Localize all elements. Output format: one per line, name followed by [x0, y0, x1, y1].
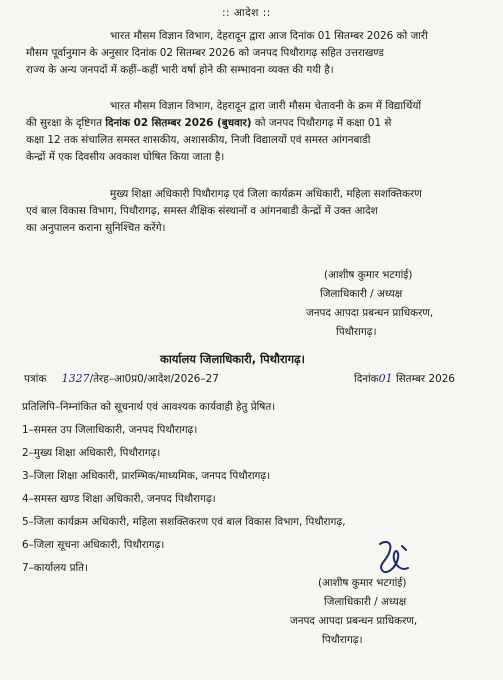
- list-item: 6–जिला सूचना अधिकारी, पिथौरागढ़।: [22, 539, 165, 551]
- text-segment: को जनपद पिथौरागढ़ में कक्षा 01 से: [251, 117, 392, 129]
- text-line: का अनुपालन कराना सुनिश्चित करेंगे।: [26, 222, 166, 234]
- list-item: 5–जिला कार्यक्रम अधिकारी, महिला सशक्तिकरण एवं बाल विकास विभाग, पिथौरागढ़,: [22, 516, 346, 528]
- text-line: भारत मौसम विज्ञान विभाग, देहरादून द्वारा जारी मौसम चेतावनी के क्रम में विद्यार्थियों: [110, 100, 422, 112]
- list-item: 4–समस्त खण्ड शिक्षा अधिकारी, जनपद पिथौरागढ़।: [22, 493, 216, 505]
- text-line: एवं बाल विकास विभाग, पिथौरागढ़, समस्त शैक्षिक संस्थानों व आंगनबाडी केन्द्रों में उक्त आदेश: [26, 205, 378, 217]
- reference-number: [24, 372, 219, 386]
- date-label: दिनांक: [354, 373, 379, 385]
- text-line: कक्षा 12 तक संचालित समस्त शासकीय, अशासकीय, निजी विद्यालयों एवं समस्त आंगनबाडी: [26, 134, 371, 146]
- paragraph-compliance: [26, 186, 482, 237]
- signatory-place: पिथौरागढ़।: [322, 634, 363, 646]
- signatory-place: पिथौरागढ़।: [336, 326, 377, 338]
- date-month-year: सितम्बर 2026: [395, 373, 455, 385]
- handwritten-day: 01: [378, 372, 393, 385]
- reference-code: /तेरह–आ0प्र0/आदेश/2026–27: [89, 373, 219, 385]
- holiday-date: दिनांक 02 सितम्बर 2026 (बुधवार): [105, 117, 252, 129]
- reference-label: पत्रांक: [24, 373, 47, 385]
- signatory-designation: जिलाधिकारी / अध्यक्ष: [324, 596, 407, 608]
- signatory-authority: जनपद आपदा प्रबन्धन प्राधिकरण,: [290, 615, 418, 627]
- signature-stroke: [380, 542, 408, 572]
- text-line: मुख्य शिक्षा अधिकारी पिथौरागढ़ एवं जिला कार्यक्रम अधिकारी, महिला सशक्तिकरण: [110, 188, 422, 200]
- signatory-name: (आशीष कुमार भटगांई): [318, 577, 407, 589]
- list-item: 1–समस्त उप जिलाधिकारी, जनपद पिथौरागढ़।: [22, 424, 198, 436]
- handwritten-number: 1327: [61, 372, 90, 385]
- list-item: 7–कार्यालय प्रति।: [22, 562, 89, 574]
- text-line: केन्द्रों में एक दिवसीय अवकाश घोषित किया जाता है।: [26, 151, 225, 163]
- text-line: मौसम पूर्वानुमान के अनुसार दिनांक 02 सितम्बर 2026 को जनपद पिथौरागढ़ सहित उत्तराखण्ड: [26, 47, 384, 59]
- paragraph-weather-forecast: [26, 28, 482, 79]
- text-segment: की सुरक्षा के दृष्टिगत: [26, 117, 106, 129]
- signatory-name: (आशीष कुमार भटगांई): [324, 269, 413, 281]
- list-item: 3–जिला शिक्षा अधिकारी, प्रारम्भिक/माध्यमिक, जनपद पिथौरागढ़।: [22, 470, 271, 482]
- list-item: 2–मुख्य शिक्षा अधिकारी, पिथौरागढ़।: [22, 447, 161, 459]
- copy-heading: प्रतिलिपि–निम्नांकित को सूचनार्थ एवं आवश्यक कार्यवाही हेतु प्रेषित।: [22, 401, 276, 413]
- signature-block-1: [306, 266, 433, 342]
- office-heading: कार्यालय जिलाधिकारी, पिथौरागढ़।: [160, 352, 305, 366]
- signatory-designation: जिलाधिकारी / अध्यक्ष: [320, 288, 403, 300]
- signatory-authority: जनपद आपदा प्रबन्धन प्राधिकरण,: [306, 307, 434, 319]
- copy-list: [22, 396, 346, 580]
- paragraph-holiday-order: [26, 98, 482, 166]
- text-line: भारत मौसम विज्ञान विभाग, देहरादून द्वारा आज दिनांक 01 सितम्बर 2026 को जारी: [110, 30, 428, 42]
- text-line: [26, 115, 482, 132]
- reference-date: [354, 372, 455, 386]
- text-line: राज्य के अन्य जनपदों में कहीं–कहीं भारी वर्षा होने की सम्भावना व्यक्त की गयी है।: [26, 64, 334, 76]
- document-title: :: आदेश ::: [222, 7, 271, 19]
- signature-block-2: [290, 574, 418, 650]
